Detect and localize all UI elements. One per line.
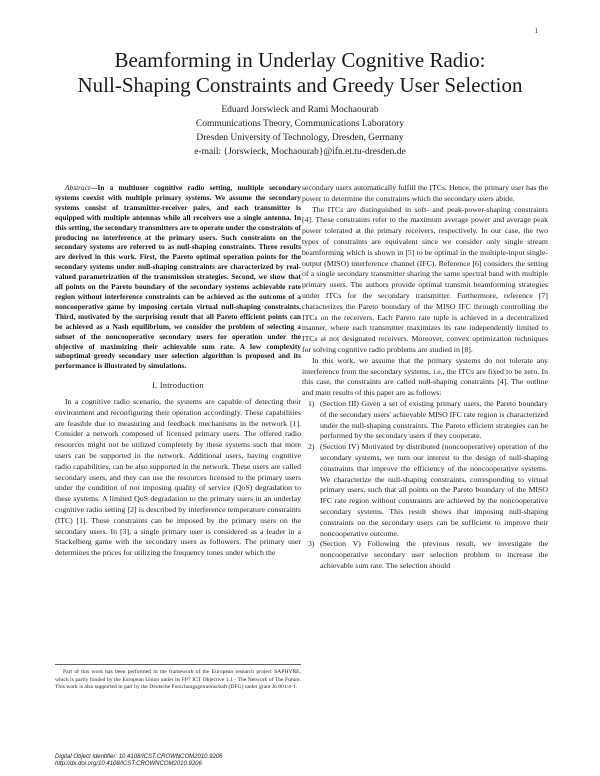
list-item-text: (Section III) Given a set of existing primary users, the Pareto boundary of the secondary users' achievable MISO IFC rate region is characterized under the null-shaping constraints. The Pareto efficient strategies can be performed by the secondary users if they cooperate. [320, 398, 548, 441]
page-number: 1 [534, 27, 538, 35]
list-item [302, 442, 548, 539]
footnote [55, 664, 301, 692]
left-column [55, 183, 301, 559]
doi-identifier: Digital Object Identifier: 10.4108/ICST.CROWNCOM2010.9206 [55, 754, 223, 760]
paper-title [40, 48, 560, 98]
title-line-1: Beamforming in Underlay Cognitive Radio: [114, 48, 486, 72]
abstract [55, 183, 301, 371]
affiliation-line-1: Communications Theory, Communications Laboratory [195, 119, 405, 129]
list-item-text: (Section V) Following the previous result, we investigate the noncooperative secondary user selection problem to increase the achievable sum rate. The selection should [320, 539, 548, 570]
list-item [302, 539, 548, 571]
abstract-text: —In a multiuser cognitive radio setting, multiple secondary systems coexist with multiple primary systems. We assume the secondary systems consist of transmitter-receiver pairs, and each transmitter is equipped with multiple antennas while all receivers use a single antenna. In this setting, the secondary transmitters are to operate under the constraints of producing no interference at the primary users. Such constraints on the secondary systems are referred to as null-shaping constraints. Three results are derived in this work. First, the Pareto optimal operation points for the secondary systems under null-shaping constraints are characterized by real-valued parametrization of the transmission strategies. Second, we show that all points on the Pareto boundary of the secondary systems achievable rate region without interference constraints can be achieved as the outcome of a noncooperative game by imposing certain virtual null-shaping constraints. Third, motivated by the surprising result that all Pareto efficient points can be achieved as a Nash equilibrium, we consider the problem of selecting a subset of the noncooperative secondary users for operation under the objective of maximizing their achievable sum rate. A low complexity suboptimal greedy secondary user selection algorithm is proposed and its performance is illustrated by simulations. [55, 183, 301, 371]
right-paragraph-2: In this work, we assume that the primary systems do not tolerate any interference from the secondary systems, i.e., the ITCs are fixed to be zero. In this case, the constraints are called null-shaping constraints [4]. The outline and main results of this paper are as follows: [302, 355, 548, 398]
author-block [40, 103, 560, 159]
right-paragraph-continued: secondary users automatically fulfill the ITCs. Hence, the primary user has the power to determine the constraints which the secondary users abide. [302, 183, 548, 203]
author-names: Eduard Jorswieck and Rami Mochaourab [221, 105, 379, 115]
list-item-number: 2) [308, 442, 315, 452]
contributions-list [302, 399, 548, 572]
intro-paragraph-1: In a cognitive radio scenario, the systems are capable of detecting their environment and reconfiguring their operation accordingly. These capabilities are feasible due to measuring and feedback mechanisms in the network [1]. Consider a network composed of licensed primary users. The offered radio resources might not be utilized completely by these systems such that more users can be supported in the network. Additional users, having cognitive radio capabilities, can be also supported in the network. These users are called secondary users, and they can use the resources licensed to the primary users under the condition of not imposing quality of service (QoS) degradation to these systems. A limited QoS degradation to the primary users in an underlay cognitive radio setting [2] is described by interference temperature constraints (ITC) [1]. These constraints can be imposed by the primary users on the secondary users. In [3], a single primary user is considered as a leader in a Stackelberg game with the secondary users as followers. The primary user determines the prices for utilizing the frequency tones under which the [55, 397, 301, 558]
right-column [302, 183, 548, 572]
list-item-number: 1) [308, 398, 315, 408]
footnote-text: Part of this work has been performed in the framework of the European research project SAPHYRE, which is partly funded by the European Union under its FP7 ICT Objective 1.1 - The Network of The Future. This work is also supported in part by the Deutsche Forschungsgemeinschaft (DFG) under grant Jo 801/4-1. [55, 669, 301, 691]
doi-link[interactable]: http://dx.doi.org/10.4108/ICST.CROWNCOM2010.9206 [55, 761, 202, 767]
section-heading-introduction: I. Introduction [152, 381, 204, 391]
affiliation-line-2: Dresden University of Technology, Dresden, Germany [196, 133, 404, 143]
list-item-number: 3) [308, 539, 315, 549]
author-email: e-mail: {Jorswieck, Mochaourab}@ifn.et.tu-dresden.de [194, 147, 406, 157]
title-line-2: Null-Shaping Constraints and Greedy User Selection [77, 73, 523, 97]
abstract-label: Abstract [65, 183, 91, 192]
list-item [302, 399, 548, 442]
list-item-text: (Section IV) Motivated by distributed (noncooperative) operation of the secondary systems, we turn our interest to the design of null-shaping constraints that improve the efficiency of the noncooperative systems. We characterize the null-shaping constraints, corresponding to virtual primary users, such that all points on the Pareto boundary of the MISO IFC rate region without constraints are achieved by the noncooperative secondary systems. This result shows that imposing null-shaping constraints on the secondary users can be sufficient to improve their noncooperative outcome. [320, 442, 548, 538]
doi-block [55, 754, 223, 768]
right-paragraph-1: The ITCs are distinguished in soft- and peak-power-shaping constraints [4]. These constraints refer to the maximum average power and average peak power tolerated at the primary receivers, respectively. In our case, the two types of constraints are equivalent since we consider only single stream beamforming which is shown in [5] to be optimal in the multiple-input single-output (MISO) interference channel (IFC). Reference [6] considers the setting of a single secondary transmitter sharing the same spectral band with multiple primary users. The authors provide optimal transmit beamforming strategies under ITCs for the secondary transmitter. Furthermore, reference [7] characterizes the Pareto boundary of the MISO IFC through controlling the ITCs on the receivers. Each Pareto rate tuple is achieved in a decentralized manner, where each transmitter maximizes its rate independently limited to ITCs at not designated receivers. Moreover, convex optimization techniques for solving cognitive radio problems are studied in [8]. [302, 204, 548, 354]
